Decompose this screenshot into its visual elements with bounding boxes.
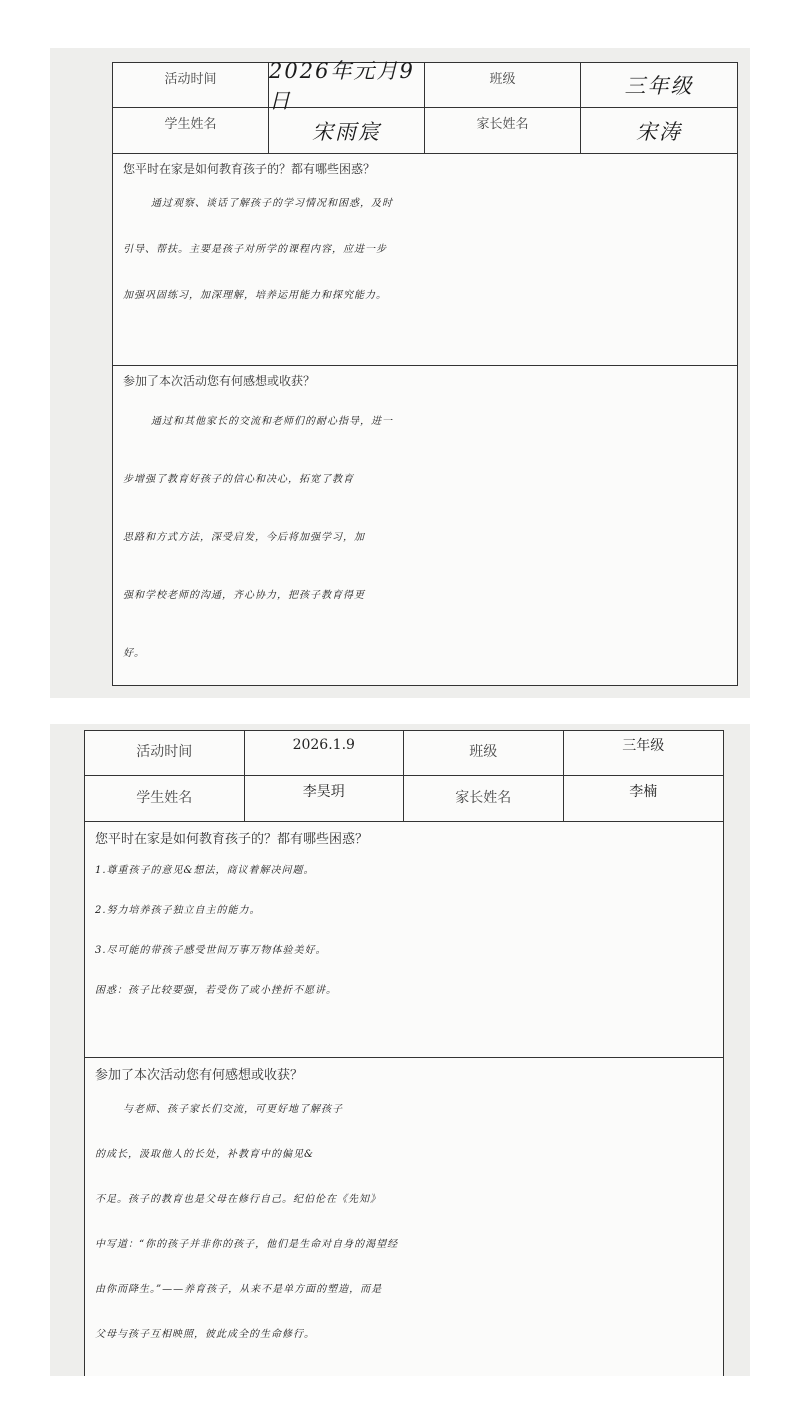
answer-line: 强和学校老师的沟通，齐心协力，把孩子教育得更 xyxy=(123,590,365,601)
answer-line: 与老师、孩子家长们交流，可更好地了解孩子 xyxy=(123,1104,343,1115)
activity-time-value: 2026.1.9 xyxy=(245,731,405,776)
answer-line: 思路和方式方法，深受启发，今后将加强学习，加 xyxy=(123,532,365,543)
answer-line: 步增强了教育好孩子的信心和决心，拓宽了教育 xyxy=(123,474,354,485)
info-table-1 xyxy=(113,59,737,154)
class-label: 班级 xyxy=(404,731,564,776)
question-section-2 xyxy=(113,366,737,688)
parent-name-value: 李楠 xyxy=(629,783,658,800)
answer-line: 父母与孩子互相映照，彼此成全的生命修行。 xyxy=(95,1329,315,1340)
answer-line: 由你而降生。”——养育孩子，从来不是单方面的塑造，而是 xyxy=(95,1284,383,1295)
question-section-1 xyxy=(85,822,723,1058)
feedback-form-1 xyxy=(112,59,738,686)
class-value: 三年级 xyxy=(564,731,724,776)
answer-line: 1.尊重孩子的意见&想法，商议着解决问题。 xyxy=(95,865,315,876)
answer-line: 通过和其他家长的交流和老师们的耐心指导，进一 xyxy=(151,416,393,427)
answer-line: 好。 xyxy=(123,648,145,659)
answer-line: 不足。孩子的教育也是父母在修行自己。纪伯伦在《先知》 xyxy=(95,1194,381,1205)
question-section-1 xyxy=(113,154,737,366)
question-section-2 xyxy=(85,1058,723,1376)
info-table-2 xyxy=(85,731,723,822)
student-name-value: 宋雨宸 xyxy=(269,108,425,153)
form-photo-1 xyxy=(50,48,750,698)
parent-name-label: 家长姓名 xyxy=(404,776,564,821)
answer-line: 的成长，汲取他人的长处，补教育中的偏见& xyxy=(95,1149,314,1160)
parent-name-value: 宋涛 xyxy=(636,119,682,144)
activity-time-value: 2026年元月9日 xyxy=(269,63,425,108)
answer-line: 3.尽可能的带孩子感受世间万事万物体验美好。 xyxy=(95,945,327,956)
parent-name-label: 家长姓名 xyxy=(425,108,581,153)
question-prompt: 参加了本次活动您有何感想或收获？ xyxy=(95,1068,304,1083)
class-label: 班级 xyxy=(425,63,581,108)
question-prompt: 您平时在家是如何教育孩子的？都有哪些困惑？ xyxy=(123,162,376,176)
student-name-label: 学生姓名 xyxy=(113,108,269,153)
answer-line: 2.努力培养孩子独立自主的能力。 xyxy=(95,905,261,916)
answer-line: 引导、帮扶。主要是孩子对所学的课程内容，应进一步 xyxy=(123,244,387,255)
class-value: 三年级 xyxy=(581,63,737,108)
question-prompt: 您平时在家是如何教育孩子的？都有哪些困惑？ xyxy=(95,832,369,847)
answer-line: 通过观察、谈话了解孩子的学习情况和困惑，及时 xyxy=(151,198,393,209)
student-name-value: 李昊玥 xyxy=(245,776,405,821)
feedback-form-2 xyxy=(84,730,724,1376)
form-photo-2 xyxy=(50,724,750,1376)
answer-line: 加强巩固练习，加深理解，培养运用能力和探究能力。 xyxy=(123,290,387,301)
answer-line: 困惑：孩子比较要强，若受伤了或小挫折不愿讲。 xyxy=(95,985,337,996)
question-prompt: 参加了本次活动您有何感想或收获？ xyxy=(123,374,316,388)
activity-time-label: 活动时间 xyxy=(85,731,245,776)
student-name-label: 学生姓名 xyxy=(85,776,245,821)
answer-line: 中写道：“你的孩子并非你的孩子，他们是生命对自身的渴望经 xyxy=(95,1239,399,1250)
activity-time-label: 活动时间 xyxy=(113,63,269,108)
